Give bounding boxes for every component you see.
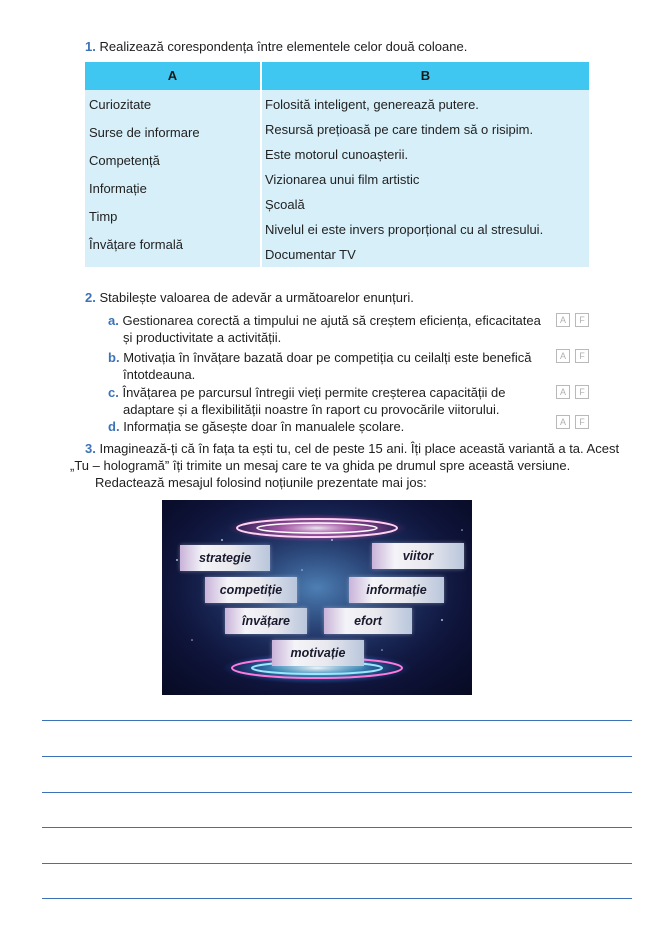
exercise-2-number: 2. (85, 290, 96, 305)
statement-line: Gestionarea corectă a timpului ne ajută să creștem eficiența, eficacitatea (122, 313, 541, 328)
column-b-item: Documentar TV (265, 247, 356, 262)
statement-a-cont: și productivitate a activității. (123, 330, 282, 345)
exercise-1-instruction (85, 38, 467, 55)
column-b-item: Nivelul ei este invers proporțional cu al stresului. (265, 222, 544, 237)
matching-table (85, 62, 589, 267)
column-a-item: Informație (89, 181, 147, 196)
column-b-item: Școală (265, 197, 305, 212)
statement-letter: a. (108, 313, 119, 328)
statement-letter: d. (108, 419, 120, 434)
column-a-item: Timp (89, 209, 118, 224)
exercise-3-number: 3. (85, 441, 96, 456)
column-b-item: Este motorul cunoașterii. (265, 147, 409, 162)
exercise-3-line-1 (85, 440, 619, 457)
writing-line[interactable] (42, 827, 632, 828)
exercise-1-text: Realizează corespondența între elementele celor două coloane. (99, 39, 468, 54)
column-divider (260, 62, 262, 267)
statement-a (108, 312, 541, 329)
statement-c (108, 384, 505, 401)
column-a-item: Competență (89, 153, 160, 168)
statement-b (108, 349, 531, 366)
false-checkbox[interactable]: F (575, 349, 589, 363)
column-b-item: Folosită inteligent, generează putere. (265, 97, 479, 112)
column-a-item: Învățare formală (89, 237, 183, 252)
statement-line: Informația se găsește doar în manualele școlare. (123, 419, 405, 434)
statement-letter: c. (108, 385, 119, 400)
exercise-2-text: Stabilește valoarea de adevăr a următoarelor enunțuri. (99, 290, 414, 305)
writing-line[interactable] (42, 898, 632, 899)
true-checkbox[interactable]: A (556, 385, 570, 399)
column-b-header: B (420, 68, 431, 83)
exercise-1-number: 1. (85, 39, 96, 54)
false-checkbox[interactable]: F (575, 415, 589, 429)
writing-line[interactable] (42, 792, 632, 793)
true-checkbox[interactable]: A (556, 415, 570, 429)
exercise-3-text: Imaginează-ți că în fața ta ești tu, cel de peste 15 ani. Îți place această variantă a ta. Acest (99, 441, 620, 456)
writing-line[interactable] (42, 863, 632, 864)
word-strategie: strategie (180, 545, 270, 571)
hologram-image (162, 500, 472, 695)
column-a-item: Surse de informare (89, 125, 200, 140)
writing-line[interactable] (42, 720, 632, 721)
true-checkbox[interactable]: A (556, 349, 570, 363)
statement-line: Învățarea pe parcursul întregii vieți permite creșterea capacității de (122, 385, 506, 400)
table-header (85, 62, 589, 90)
word-efort: efort (324, 608, 412, 634)
statement-c-cont: adaptare și a flexibilității noastre în raport cu provocările viitorului. (123, 402, 500, 417)
statement-b-cont: întotdeauna. (123, 367, 196, 382)
word-competitie: competiție (205, 577, 297, 603)
statement-d (108, 418, 404, 435)
exercise-2-instruction (85, 289, 414, 306)
word-informatie: informație (349, 577, 444, 603)
false-checkbox[interactable]: F (575, 385, 589, 399)
statement-line: Motivația în învățare bazată doar pe competiția cu ceilalți este benefică (123, 350, 532, 365)
column-b-item: Vizionarea unui film artistic (265, 172, 420, 187)
exercise-3-line-2: „Tu – hologramă” îți trimite un mesaj care te va ghida pe drumul spre această versiune. (70, 458, 571, 473)
column-a-item: Curiozitate (89, 97, 152, 112)
word-viitor: viitor (372, 543, 464, 569)
statement-letter: b. (108, 350, 120, 365)
word-motivatie: motivație (272, 640, 364, 666)
column-b-item: Resursă prețioasă pe care tindem să o risipim. (265, 122, 534, 137)
false-checkbox[interactable]: F (575, 313, 589, 327)
table-body (85, 90, 589, 267)
exercise-3-line-3: Redactează mesajul folosind noțiunile prezentate mai jos: (95, 475, 427, 490)
writing-line[interactable] (42, 756, 632, 757)
true-checkbox[interactable]: A (556, 313, 570, 327)
column-a-header: A (167, 68, 178, 83)
word-invatare: învățare (225, 608, 307, 634)
